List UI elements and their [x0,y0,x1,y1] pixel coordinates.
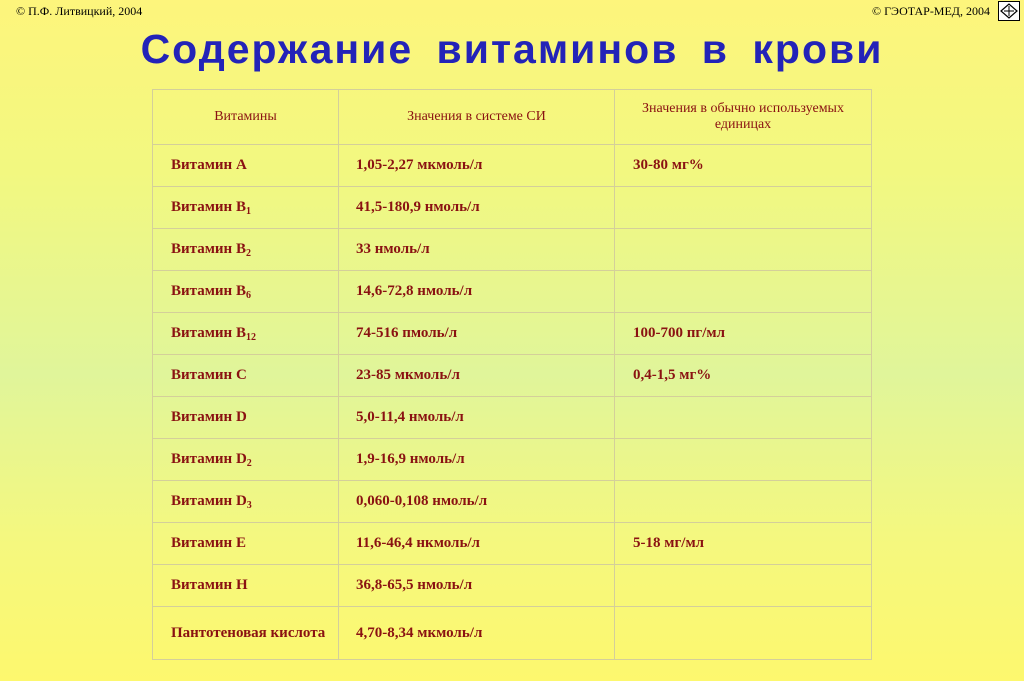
si-value-cell: 1,05-2,27 мкмоль/л [339,145,615,187]
vitamin-name-cell [153,145,339,187]
table-row [153,565,872,607]
common-units-value-cell [615,397,872,439]
vitamin-name: Витамин D [171,450,247,467]
common-units-value-cell [615,187,872,229]
vitamin-name-cell [153,523,339,565]
page-title: Содержание витаминов в крови [140,26,884,72]
si-value-cell: 5,0-11,4 нмоль/л [339,397,615,439]
table-row [153,523,872,565]
vitamin-subscript: 1 [245,205,251,217]
vitamin-name: Витамин H [171,577,248,593]
vitamin-subscript: 2 [245,247,251,259]
si-value-cell: 33 нмоль/л [339,229,615,271]
si-value-cell: 23-85 мкмоль/л [339,355,615,397]
vitamin-name-cell [153,439,339,481]
vitamin-name: Витамин B [171,324,246,341]
table-row [153,271,872,313]
vitamin-subscript: 12 [245,331,256,343]
vitamin-name-cell [153,271,339,313]
vitamin-name: Пантотеновая кислота [171,624,326,641]
si-value-cell: 74-516 пмоль/л [339,313,615,355]
vitamins-table [152,89,872,660]
vitamin-name: Витамин D [171,409,247,425]
si-value-cell: 11,6-46,4 нкмоль/л [339,523,615,565]
vitamin-name-cell [153,565,339,607]
vitamin-name: Витамин D [171,492,247,509]
vitamin-name-cell [153,397,339,439]
vitamin-name-cell [153,607,339,660]
si-value-cell: 0,060-0,108 нмоль/л [339,481,615,523]
table-row [153,481,872,523]
vitamin-subscript: 6 [245,289,251,301]
si-value-cell: 14,6-72,8 нмоль/л [339,271,615,313]
table-row [153,145,872,187]
vitamin-name-cell [153,355,339,397]
table-header-row [153,90,872,145]
si-value-cell: 36,8-65,5 нмоль/л [339,565,615,607]
vitamin-subscript: 2 [246,457,252,469]
column-header-si: Значения в системе СИ [339,90,615,145]
si-value-cell: 4,70-8,34 мкмоль/л [339,607,615,660]
common-units-value-cell: 100-700 пг/мл [615,313,872,355]
common-units-value-cell [615,607,872,660]
common-units-value-cell [615,271,872,313]
vitamin-name-cell [153,313,339,355]
table-row [153,439,872,481]
vitamin-name-cell [153,187,339,229]
copyright-left: © П.Ф. Литвицкий, 2004 [16,4,143,18]
vitamin-name: Витамин A [171,157,247,173]
si-value-cell: 41,5-180,9 нмоль/л [339,187,615,229]
common-units-value-cell [615,565,872,607]
vitamin-name-cell [153,229,339,271]
column-header-common-units: Значения в обычно используемых единицах [615,90,872,145]
common-units-value-cell [615,481,872,523]
vitamin-name-cell [153,481,339,523]
common-units-value-cell: 5-18 мг/мл [615,523,872,565]
common-units-value-cell [615,229,872,271]
vitamin-name: Витамин E [171,535,246,551]
table-row [153,187,872,229]
vitamin-name: Витамин B [171,240,246,257]
table-row [153,313,872,355]
column-header-vitamins: Витамины [153,90,339,145]
publisher-logo-icon [998,1,1020,21]
table-row [153,607,872,660]
common-units-value-cell [615,439,872,481]
common-units-value-cell: 0,4-1,5 мг% [615,355,872,397]
vitamin-name: Витамин C [171,367,247,383]
table-row [153,355,872,397]
si-value-cell: 1,9-16,9 нмоль/л [339,439,615,481]
table-row [153,397,872,439]
common-units-value-cell: 30-80 мг% [615,145,872,187]
table-row [153,229,872,271]
vitamin-name: Витамин B [171,282,246,299]
copyright-right: © ГЭОТАР-МЕД, 2004 [871,4,990,18]
vitamin-name: Витамин B [171,198,246,215]
vitamin-subscript: 3 [246,499,252,511]
